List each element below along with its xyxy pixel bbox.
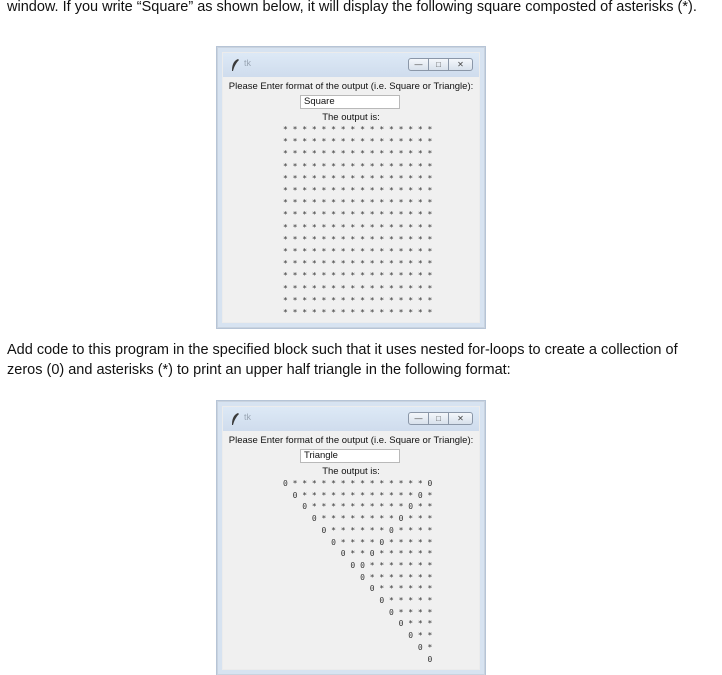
window-content bbox=[223, 431, 479, 669]
tk-feather-icon bbox=[230, 58, 240, 72]
output-grid bbox=[283, 124, 432, 319]
window-title: tk bbox=[244, 58, 252, 68]
format-entry[interactable]: Triangle bbox=[300, 449, 400, 463]
output-row: 0 * * * * * * bbox=[283, 584, 433, 594]
format-entry[interactable]: Square bbox=[300, 95, 400, 109]
task-paragraph: Add code to this program in the specified block such that it uses nested for-loops to create a collection of zeros (0) and asterisks (*) to print an upper half triangle in the following format: bbox=[7, 342, 678, 378]
output-row: * * * * * * * * * * * * * * * * bbox=[283, 308, 433, 318]
output-row: 0 * * bbox=[283, 631, 433, 641]
output-row: * * * * * * * * * * * * * * * * bbox=[283, 283, 433, 293]
intro-paragraph: window. If you write “Square” as shown below, it will display the following square composted of asterisks (*). bbox=[7, 0, 697, 15]
output-row: * * * * * * * * * * * * * * * * bbox=[283, 295, 433, 305]
output-row: * * * * * * * * * * * * * * * * bbox=[283, 234, 433, 244]
output-row: 0 bbox=[283, 654, 433, 664]
output-row: 0 * * 0 * * * * * * bbox=[283, 549, 433, 559]
output-row: * * * * * * * * * * * * * * * * bbox=[283, 186, 433, 196]
output-row: * * * * * * * * * * * * * * * * bbox=[283, 149, 433, 159]
close-button[interactable]: ✕ bbox=[448, 58, 473, 71]
output-row: 0 * * * * * bbox=[283, 596, 433, 606]
output-row: * * * * * * * * * * * * * * * * bbox=[283, 125, 433, 134]
output-row: * * * * * * * * * * * * * * * * bbox=[283, 161, 433, 171]
output-row: 0 * * * * * * * * 0 * * * bbox=[283, 514, 433, 524]
minimize-button[interactable]: — bbox=[408, 58, 429, 71]
minimize-button[interactable]: — bbox=[408, 412, 429, 425]
window-content bbox=[223, 77, 479, 322]
output-row: * * * * * * * * * * * * * * * * bbox=[283, 247, 433, 257]
output-row: * * * * * * * * * * * * * * * * bbox=[283, 271, 433, 281]
tk-window-square[interactable] bbox=[217, 47, 485, 328]
output-row: * * * * * * * * * * * * * * * * bbox=[283, 259, 433, 269]
output-row: 0 * * * * * * * * * * * * 0 * bbox=[283, 490, 433, 500]
close-button[interactable]: ✕ bbox=[448, 412, 473, 425]
output-row: 0 * * * * * * * * * * * * * * 0 bbox=[283, 479, 433, 488]
output-label: The output is: bbox=[322, 112, 380, 123]
output-row: 0 * bbox=[283, 642, 433, 652]
output-grid bbox=[283, 478, 432, 665]
window-title: tk bbox=[244, 412, 252, 422]
output-row: 0 0 * * * * * * * bbox=[283, 560, 433, 570]
output-row: 0 * * * * * * * bbox=[283, 572, 433, 582]
output-row: 0 * * * bbox=[283, 619, 433, 629]
maximize-button[interactable]: □ bbox=[428, 58, 449, 71]
output-row: 0 * * * * 0 * * * * * bbox=[283, 537, 433, 547]
title-bar[interactable] bbox=[223, 407, 479, 431]
tk-window-triangle[interactable] bbox=[217, 401, 485, 675]
format-prompt-label: Please Enter format of the output (i.e. Square or Triangle): bbox=[228, 81, 474, 92]
output-row: * * * * * * * * * * * * * * * * bbox=[283, 137, 433, 147]
output-label: The output is: bbox=[322, 466, 380, 477]
output-row: 0 * * * * * * 0 * * * * bbox=[283, 525, 433, 535]
tk-feather-icon bbox=[230, 412, 240, 426]
output-row: * * * * * * * * * * * * * * * * bbox=[283, 210, 433, 220]
output-row: 0 * * * * bbox=[283, 607, 433, 617]
output-row: * * * * * * * * * * * * * * * * bbox=[283, 222, 433, 232]
output-row: 0 * * * * * * * * * * 0 * * bbox=[283, 502, 433, 512]
title-bar[interactable] bbox=[223, 53, 479, 77]
maximize-button[interactable]: □ bbox=[428, 412, 449, 425]
output-row: * * * * * * * * * * * * * * * * bbox=[283, 198, 433, 208]
output-row: * * * * * * * * * * * * * * * * bbox=[283, 173, 433, 183]
format-prompt-label: Please Enter format of the output (i.e. Square or Triangle): bbox=[228, 435, 474, 446]
